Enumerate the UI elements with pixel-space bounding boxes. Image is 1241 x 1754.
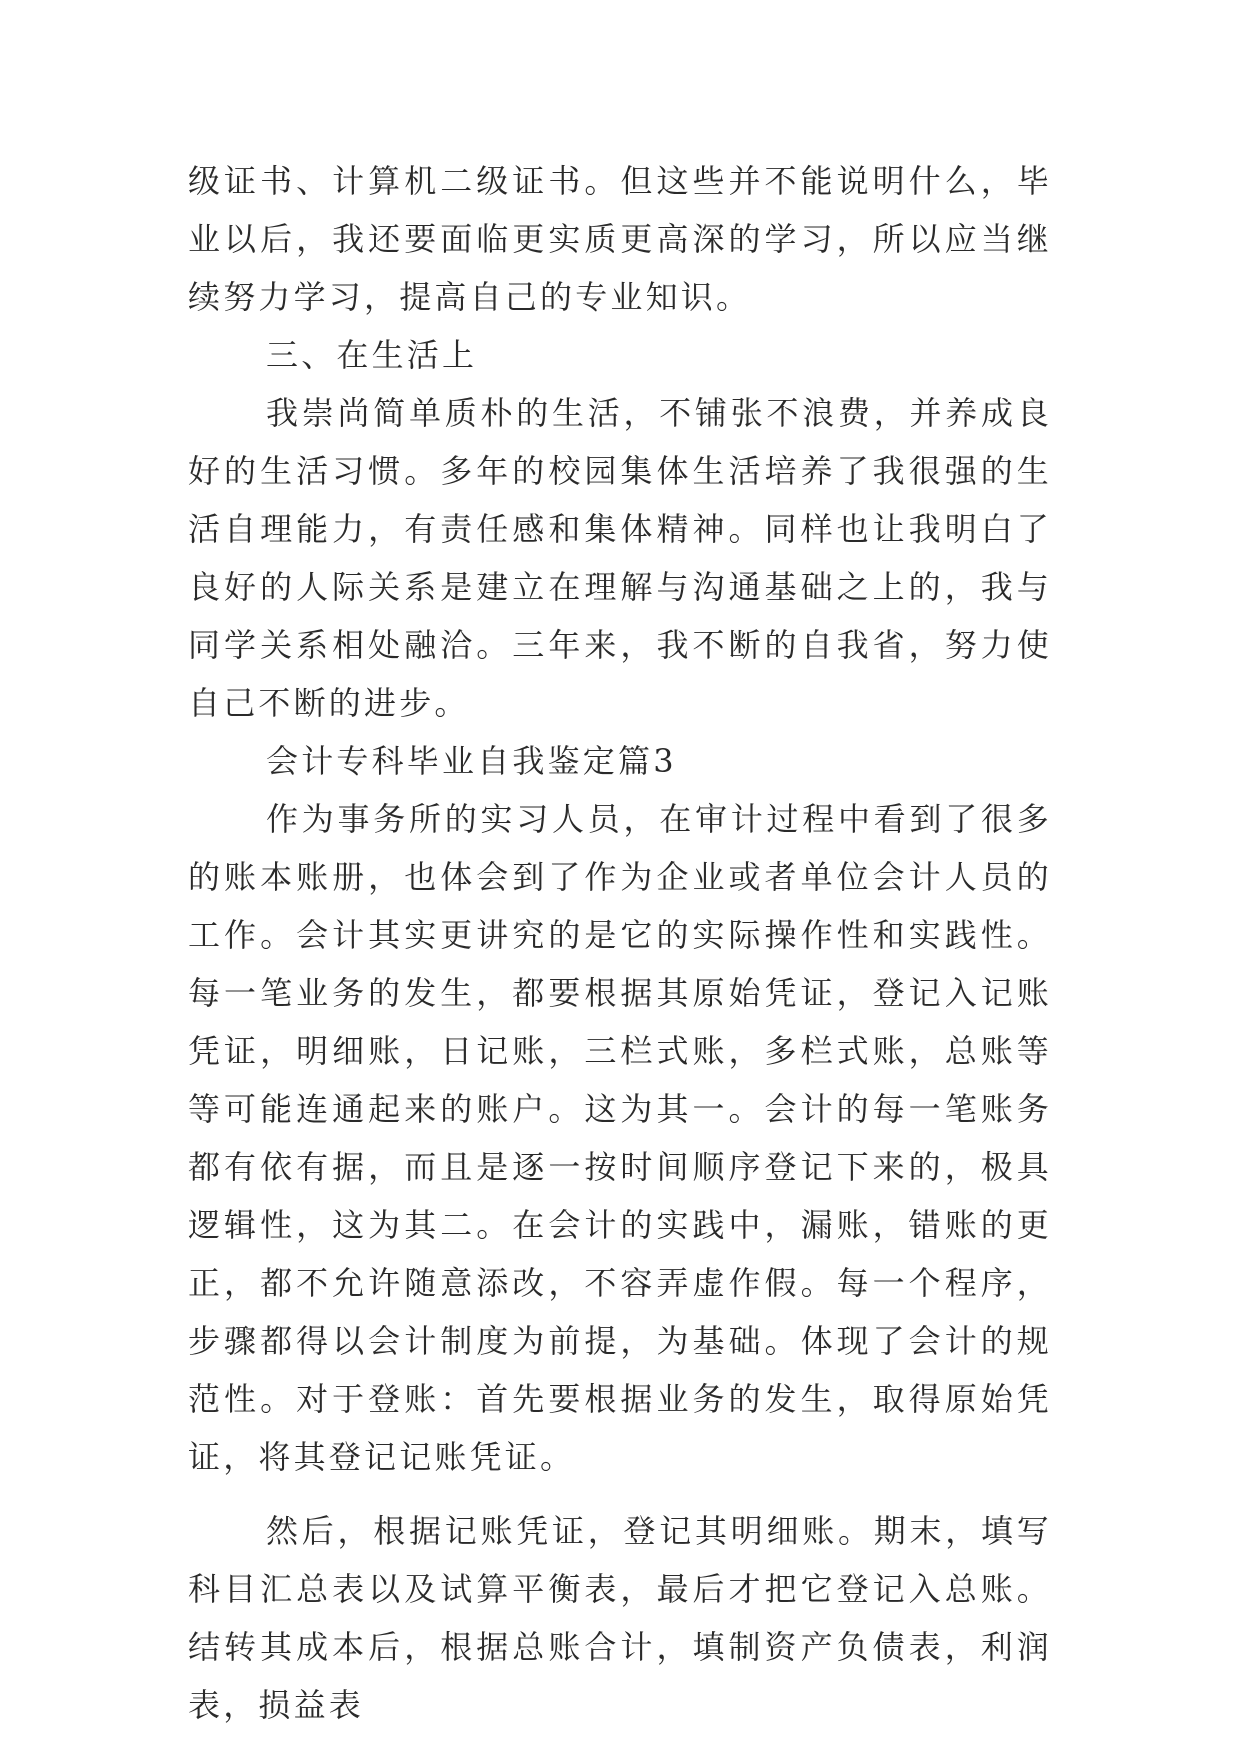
paragraph-certificates: 级证书、计算机二级证书。但这些并不能说明什么，毕业以后，我还要面临更实质更高深的学习，所以应当继续努力学习，提高自己的专业知识。 bbox=[188, 162, 1052, 316]
article-heading-part3: 会计专科毕业自我鉴定篇3 bbox=[266, 742, 677, 780]
document-body bbox=[188, 152, 1052, 1734]
paragraph-internship: 作为事务所的实习人员，在审计过程中看到了很多的账本账册，也体会到了作为企业或者单位会计人员的工作。会计其实更讲究的是它的实际操作性和实践性。每一笔业务的发生，都要根据其原始凭证，登记入记账凭证，明细账，日记账，三栏式账，多栏式账，总账等等可能连通起来的账户。这为其一。会计的每一笔账务都有依有据，而且是逐一按时间顺序登记下来的，极具逻辑性，这为其二。在会计的实践中，漏账，错账的更正，都不允许随意添改，不容弄虚作假。每一个程序，步骤都得以会计制度为前提，为基础。体现了会计的规范性。对于登账：首先要根据业务的发生，取得原始凭证，将其登记记账凭证。 bbox=[188, 800, 1052, 1476]
paragraph-procedure: 然后，根据记账凭证，登记其明细账。期末，填写科目汇总表以及试算平衡表，最后才把它登记入总账。结转其成本后，根据总账合计，填制资产负债表，利润表，损益表 bbox=[188, 1512, 1052, 1724]
section-heading-life: 三、在生活上 bbox=[266, 336, 478, 374]
paragraph-life: 我崇尚简单质朴的生活，不铺张不浪费，并养成良好的生活习惯。多年的校园集体生活培养了我很强的生活自理能力，有责任感和集体精神。同样也让我明白了良好的人际关系是建立在理解与沟通基础之上的，我与同学关系相处融洽。三年来，我不断的自我省，努力使自己不断的进步。 bbox=[188, 394, 1052, 722]
